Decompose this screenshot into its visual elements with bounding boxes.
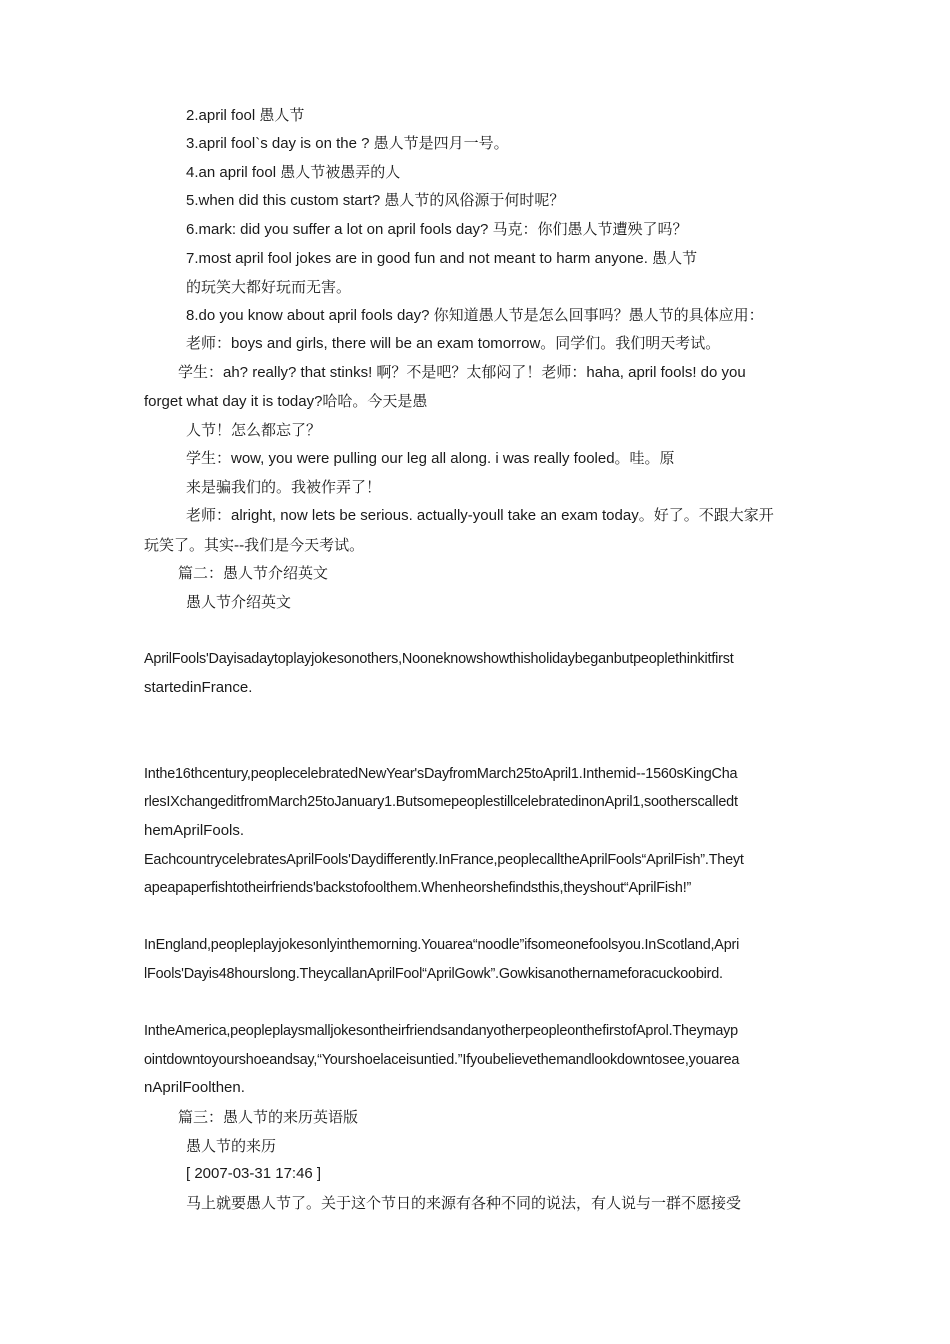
text-line: 2.april fool 愚人节 xyxy=(186,107,305,124)
text-line: Inthe16thcentury,peoplecelebratedNewYear'sDayfromMarch25toApril1.Inthemid--1560sKingCha xyxy=(144,766,738,782)
text-line: 8.do you know about april fools day? 你知道愚人节是怎么回事吗？愚人节的具体应用： xyxy=(186,307,764,324)
text-line: lFools'Dayis48hourslong.TheycallanAprilFool“AprilGowk”.Gowkisanothernameforacuckoobird. xyxy=(144,966,723,982)
text-line: EachcountrycelebratesAprilFools'Daydifferently.InFrance,peoplecalltheAprilFools“AprilFish”.Theyt xyxy=(144,852,744,868)
text-line: 7.most april fool jokes are in good fun and not meant to harm anyone. 愚人节 xyxy=(186,250,698,267)
text-line: startedinFrance. xyxy=(144,679,253,696)
text-line: 老师：boys and girls, there will be an exam tomorrow。同学们。我们明天考试。 xyxy=(186,335,721,352)
date-stamp: [ 2007-03-31 17:46 ] xyxy=(186,1165,322,1182)
section-subheading: 愚人节介绍英文 xyxy=(186,593,292,611)
text-line: 玩笑了。其实--我们是今天考试。 xyxy=(144,536,365,554)
section-heading: 篇二：愚人节介绍英文 xyxy=(178,564,329,582)
text-line: 的玩笑大都好玩而无害。 xyxy=(186,278,352,296)
text-line: 3.april fool`s day is on the ? 愚人节是四月一号。 xyxy=(186,135,509,152)
text-line: 学生：wow, you were pulling our leg all along. i was really fooled。哇。原 xyxy=(186,450,675,467)
text-line: AprilFools'Dayisadaytoplayjokesonothers,Nooneknowshowthisholidaybeganbutpeoplethinkitfirst xyxy=(144,651,734,667)
section-heading: 篇三：愚人节的来历英语版 xyxy=(178,1108,359,1126)
text-line: 6.mark: did you suffer a lot on april fools day? 马克：你们愚人节遭殃了吗？ xyxy=(186,221,688,238)
text-line: nAprilFoolthen. xyxy=(144,1079,245,1096)
text-line: forget what day it is today?哈哈。今天是愚 xyxy=(144,393,428,410)
text-line: ointdowntoyourshoeandsay,“Yourshoelaceisuntied.”Ifyoubelievethemandlookdowntosee,youarea xyxy=(144,1052,740,1068)
text-line: 学生：ah? really? that stinks! 啊？不是吧？太郁闷了！老师：haha, april fools! do you xyxy=(178,364,746,381)
text-line: 人节！怎么都忘了？ xyxy=(186,421,322,439)
text-line: 5.when did this custom start? 愚人节的风俗源于何时呢？ xyxy=(186,192,565,209)
text-line: 马上就要愚人节了。关于这个节日的来源有各种不同的说法，有人说与一群不愿接受 xyxy=(186,1194,742,1212)
text-line: 4.an april fool 愚人节被愚弄的人 xyxy=(186,164,401,181)
text-line: hemAprilFools. xyxy=(144,822,245,839)
text-line: apeapaperfishtotheirfriends'backstofoolthem.Whenheorshefindsthis,theyshout“AprilFish!” xyxy=(144,880,692,896)
text-line: InEngland,peopleplayjokesonlyinthemorning.Youarea“noodle”ifsomeonefoolsyou.InScotland,Apri xyxy=(144,937,740,953)
text-line: IntheAmerica,peopleplaysmalljokesontheirfriendsandanyotherpeopleonthefirstofAprol.Theymayp xyxy=(144,1023,738,1039)
section-subheading: 愚人节的来历 xyxy=(186,1137,277,1155)
text-line: 来是骗我们的。我被作弄了！ xyxy=(186,478,382,496)
text-line: rlesIXchangeditfromMarch25toJanuary1.ButsomepeoplestillcelebratedinonApril1,sootherscalledt xyxy=(144,794,738,810)
text-line: 老师：alright, now lets be serious. actually-youll take an exam today。好了。不跟大家开 xyxy=(186,507,774,524)
